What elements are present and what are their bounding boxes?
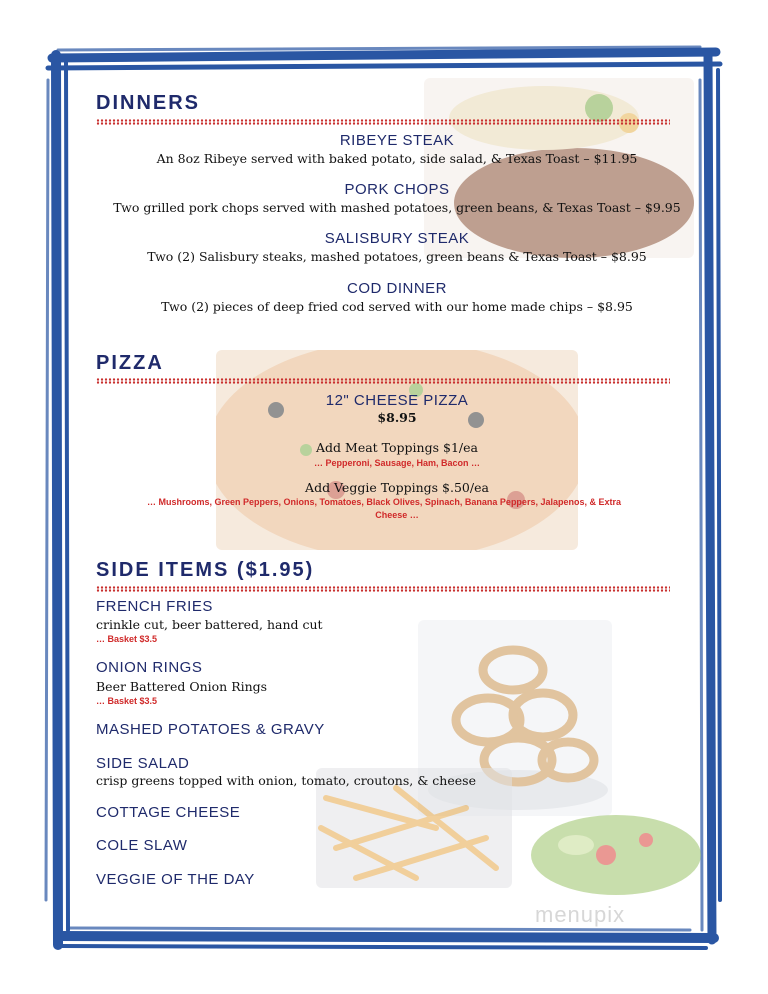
side-items-heading: SIDE ITEMS ($1.95) [96,559,315,581]
french-fries-desc: crinkle cut, beer battered, hand cut [96,617,323,632]
meat-toppings-label: Add Meat Toppings $1/ea [316,440,478,455]
cottage-cheese-title: COTTAGE CHEESE [96,804,241,821]
french-fries-title: FRENCH FRIES [96,598,213,615]
pizza-divider [96,378,670,384]
mashed-potatoes-title: MASHED POTATOES & GRAVY [96,721,325,738]
onion-rings-basket: … Basket $3.5 [96,696,158,706]
veggie-toppings-label: Add Veggie Toppings $.50/ea [305,480,489,495]
cod-dinner-desc: Two (2) pieces of deep fried cod served with our home made chips – $8.95 [161,299,633,314]
veggie-toppings-list-line1: … Mushrooms, Green Peppers, Onions, Tomatoes, Black Olives, Spinach, Banana Peppers, Jalapenos, & Extra [147,497,621,507]
onion-rings-desc: Beer Battered Onion Rings [96,679,268,694]
menupix-watermark: menupix [535,902,626,927]
veggie-toppings-list-line2: Cheese … [375,510,419,520]
cod-dinner-title: COD DINNER [346,280,447,297]
side-items-divider [96,586,670,592]
pizza-heading: PIZZA [96,352,164,374]
pork-chops-title: PORK CHOPS [344,181,450,198]
side-salad-desc: crisp greens topped with onion, tomato, croutons, & cheese [96,773,476,788]
side-salad-title: SIDE SALAD [96,755,190,772]
salisbury-steak-desc: Two (2) Salisbury steaks, mashed potatoes, green beans & Texas Toast – $8.95 [147,249,647,264]
french-fries-basket: … Basket $3.5 [96,634,158,644]
dinners-heading: DINNERS [96,92,201,114]
onion-rings-title: ONION RINGS [96,659,203,676]
ribeye-steak-desc: An 8oz Ribeye served with baked potato, side salad, & Texas Toast – $11.95 [156,151,638,166]
pork-chops-desc: Two grilled pork chops served with mashed potatoes, green beans, & Texas Toast – $9.95 [113,200,681,215]
cheese-pizza-price: $8.95 [377,410,417,425]
veggie-of-the-day-title: VEGGIE OF THE DAY [96,871,255,888]
dinners-divider [96,119,670,125]
cole-slaw-title: COLE SLAW [96,837,188,854]
salisbury-steak-title: SALISBURY STEAK [324,230,470,247]
meat-toppings-list: … Pepperoni, Sausage, Ham, Bacon … [313,458,481,468]
salad-photo [526,800,706,900]
ribeye-steak-title: RIBEYE STEAK [339,132,455,149]
cheese-pizza-title: 12" CHEESE PIZZA [325,392,469,409]
